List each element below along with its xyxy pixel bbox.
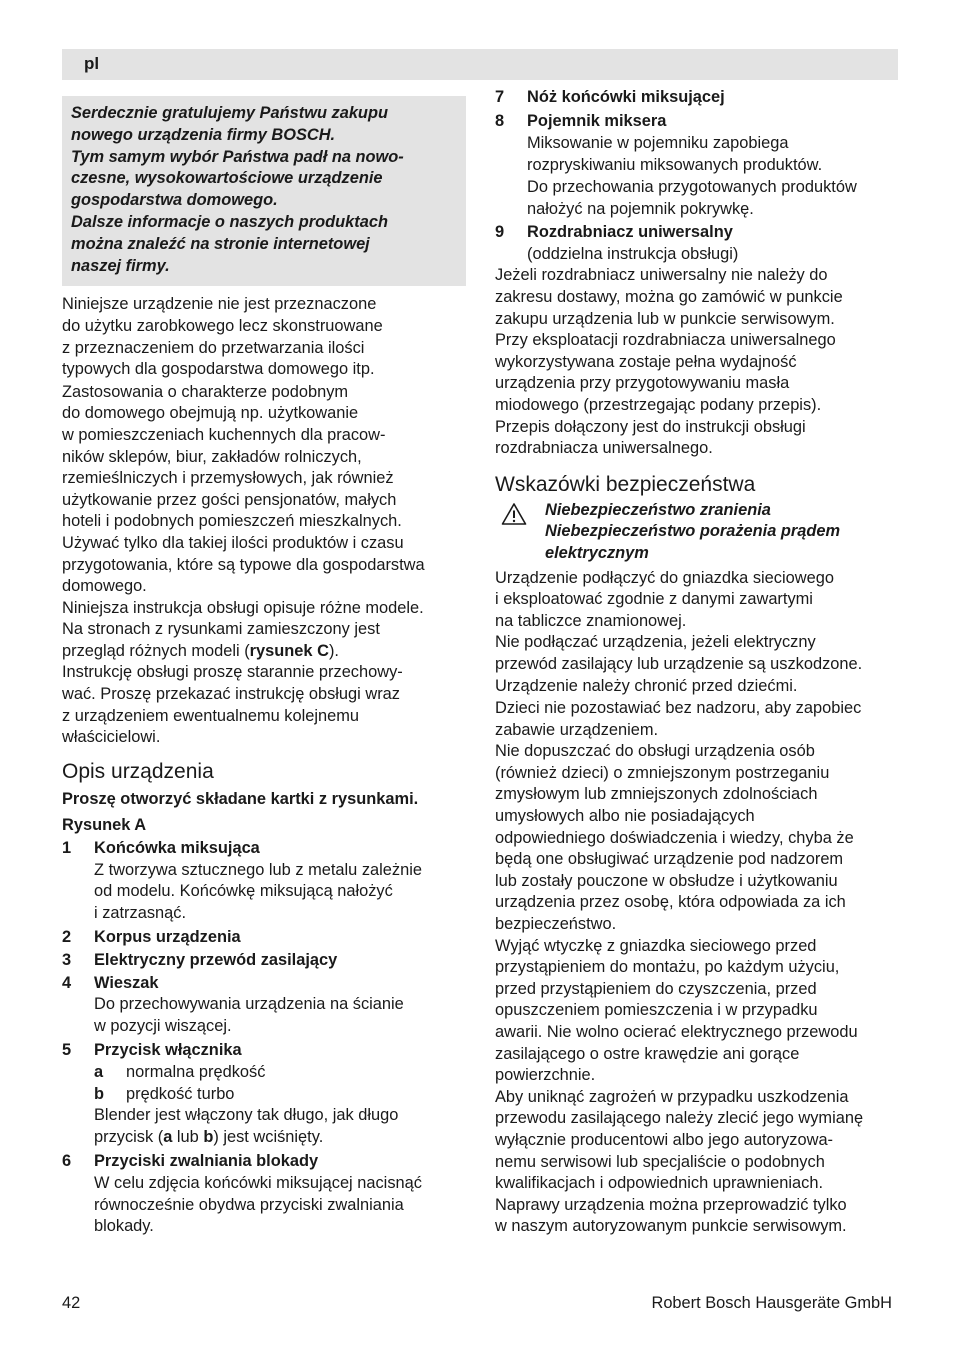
- paragraph: Urządzenie należy chronić przed dziećmi. Dzieci nie pozostawiać bez nadzoru, aby zapobiec zabawie urządzeniem. Nie dopuszczać do obsługi urządzenia osób (również dzieci) o zmniejszonym postrzeganiu zmysłowym lub zmniejszonych zdolnościach umysłowych albo nie posiadających odpowiedniego doświadczenia i wiedzy, chyba że będą one obsługiwać urządzenie pod nadzorem lub zostały pouczone w obsłudze i użytkowaniu urządzenia przez osobę, która odpowiada za ich bezpieczeństwo. Wyjąć wtyczkę z gniazdka sieciowego przed przystąpieniem do montażu, po każdym użyciu, przed przystąpieniem do czyszczenia, przed opuszczeniem pomieszczenia i w przypadku awarii. Nie wolno ocierać elektrycznego przewodu zasilającego o ostre krawędzie ani gorące powierzchnie. Aby uniknąć zagrożeń w przypadku uszkodzenia przewodu zasilającego należy zlecić jego wymianę wyłącznie producentowi albo jego autoryzowa- nemu serwisowi lub specjaliście o podobnych kwalifikacjach i odpowiednich uprawnieniach. Naprawy urządzenia można przeprowadzić tylko w naszym autoryzowanym punkcie serwisowym.: [495, 677, 864, 1236]
- paragraph: Używać tylko dla takiej ilości produktów i czasu przygotowania, które są typowe dla gospodarstwa domowego.: [62, 533, 425, 596]
- list-item: [495, 111, 900, 221]
- left-column: [62, 96, 466, 1238]
- item-number: 5: [62, 1041, 72, 1060]
- sub-item-text: prędkość turbo: [126, 1084, 235, 1103]
- models-text: Niniejsza instrukcja obsługi opisuje różne modele. Na stronach z rysunkami zamieszczony jest przegląd różnych modeli (: [62, 598, 424, 660]
- sub-item-letter: a: [94, 1062, 104, 1081]
- list-item: [495, 87, 900, 109]
- language-bar: [62, 49, 898, 80]
- item-number: 1: [62, 839, 72, 858]
- language-label: pl: [84, 54, 100, 73]
- item-title: Korpus urządzenia: [94, 928, 241, 947]
- item-number: 4: [62, 973, 72, 992]
- paragraph: Urządzenie podłączyć do gniazdka sieciowego i eksploatować zgodnie z danymi zawartymi na tabliczce znamionowej. Nie podłączać urządzenia, jeżeli elektryczny przewód zasilający lub urządzenie są uszkodzone.: [495, 568, 863, 673]
- note-letter-b: b: [203, 1127, 214, 1146]
- sub-item-text: normalna prędkość: [126, 1062, 266, 1081]
- item-number: 8: [495, 111, 505, 130]
- paragraph: Jeżeli rozdrabniacz uniwersalny nie należy do zakresu dostawy, można go zamówić w punkcie zakupu urządzenia lub w punkcie serwisowym. Przy eksploatacji rozdrabniacza uniwersalnego wykorzystywana zostaje pełna wydajność urządzenia przy przygotowywaniu masła miodowego (przestrzegając podany przepis). Przepis dołączony jest do instrukcji obsługi rozdrabniacza uniwersalnego.: [495, 266, 843, 458]
- paragraph: Instrukcję obsługi proszę starannie przechowy- wać. Proszę przekazać instrukcję obsługi wraz z urządzeniem ewentualnemu kolejnemu właścicielowi.: [62, 663, 403, 747]
- list-item: [62, 927, 466, 949]
- note-letter-a: a: [163, 1127, 173, 1146]
- item-number: 3: [62, 951, 72, 969]
- item-number: 9: [495, 223, 505, 242]
- item-description: Z tworzywa sztucznego lub z metalu zależnie od modelu. Końcówkę miksującą nałożyć i zatrzasnąć.: [94, 860, 422, 922]
- item-title: Pojemnik miksera: [527, 111, 667, 130]
- section-heading-description: Opis urządzenia: [62, 759, 214, 783]
- company-name: Robert Bosch Hausgeräte GmbH: [651, 1294, 892, 1312]
- item-note: [94, 1105, 466, 1148]
- models-text-end: ).: [328, 641, 339, 660]
- list-item: [62, 1040, 466, 1148]
- list-item: [62, 838, 466, 924]
- paragraph: Niniejsze urządzenie nie jest przeznaczone do użytku zarobkowego lecz skonstruowane z przeznaczeniem do przetwarzania ilości typowych dla gospodarstwa domowego itp.: [62, 295, 383, 379]
- item-title: Elektryczny przewód zasilający: [94, 951, 338, 969]
- sub-item-letter: b: [94, 1084, 105, 1103]
- paragraph: Zastosowania o charakterze podobnym do domowego obejmują np. użytkowanie w pomieszczeniach kuchennych dla pracow- ników sklepów, biur, zakładów rolniczych, rzemieślniczych i przemysłowych, jak również użytkowanie przez gości pensjonatów, małych hoteli i podobnych pomieszczeń mieszkalnych.: [62, 382, 402, 531]
- warning-triangle-icon: [495, 500, 545, 565]
- list-item: [62, 1151, 466, 1237]
- intro-line: Dalsze informacje o naszych produktach można znaleźć na stronie internetowej naszej firmy.: [71, 212, 388, 275]
- intro-line: Serdecznie gratulujemy Państwu zakupu nowego urządzenia firmy BOSCH.: [71, 104, 388, 144]
- page-number: 42: [62, 1294, 81, 1312]
- intro-line: Tym samym wybór Państwa padł na nowo- czesne, wysokowartościowe urządzenie gospodarstwa domowego.: [71, 147, 404, 210]
- instruction-text: Proszę otworzyć składane kartki z rysunkami.: [62, 789, 419, 808]
- figure-reference: rysunek C: [249, 641, 329, 660]
- intro-box: [62, 96, 466, 286]
- item-description: W celu zdjęcia końcówki miksującej nacisnąć równocześnie obydwa przyciski zwalniania blokady.: [94, 1173, 422, 1236]
- section-heading-safety: Wskazówki bezpieczeństwa: [495, 472, 756, 496]
- note-text: lub: [172, 1127, 204, 1146]
- note-text: Blender jest włączony tak długo, jak długo przycisk (: [94, 1106, 399, 1146]
- list-item: [62, 950, 466, 972]
- figure-label: Rysunek A: [62, 816, 147, 835]
- warning-block: [495, 500, 900, 565]
- item-title: Przyciski zwalniania blokady: [94, 1152, 319, 1171]
- item-number: 2: [62, 928, 72, 947]
- item-title: Nóż końcówki miksującej: [527, 88, 725, 106]
- item-number: 6: [62, 1152, 72, 1171]
- item-title: Rozdrabniacz uniwersalny: [527, 223, 733, 242]
- right-column: [495, 86, 900, 1238]
- list-item: [495, 222, 900, 265]
- item-title: Końcówka miksująca: [94, 839, 260, 858]
- list-item: [62, 973, 466, 1038]
- item-title: Przycisk włącznika: [94, 1041, 242, 1060]
- warning-text: Niebezpieczeństwo zranienia Niebezpieczeństwo porażenia prądem elektrycznym: [545, 500, 841, 562]
- item-description: Miksowanie w pojemniku zapobiega rozpryskiwaniu miksowanych produktów. Do przechowania przygotowanych produktów nałożyć na pojemnik pokrywkę.: [527, 134, 857, 219]
- item-description: (oddzielna instrukcja obsługi): [527, 244, 739, 263]
- item-number: 7: [495, 88, 505, 106]
- item-description: Do przechowywania urządzenia na ścianie w pozycji wiszącej.: [94, 995, 404, 1035]
- sub-item: [94, 1084, 466, 1106]
- note-text: ) jest wciśnięty.: [213, 1127, 324, 1146]
- models-paragraph: [62, 598, 466, 663]
- item-title: Wieszak: [94, 973, 159, 992]
- sub-item: [94, 1062, 466, 1084]
